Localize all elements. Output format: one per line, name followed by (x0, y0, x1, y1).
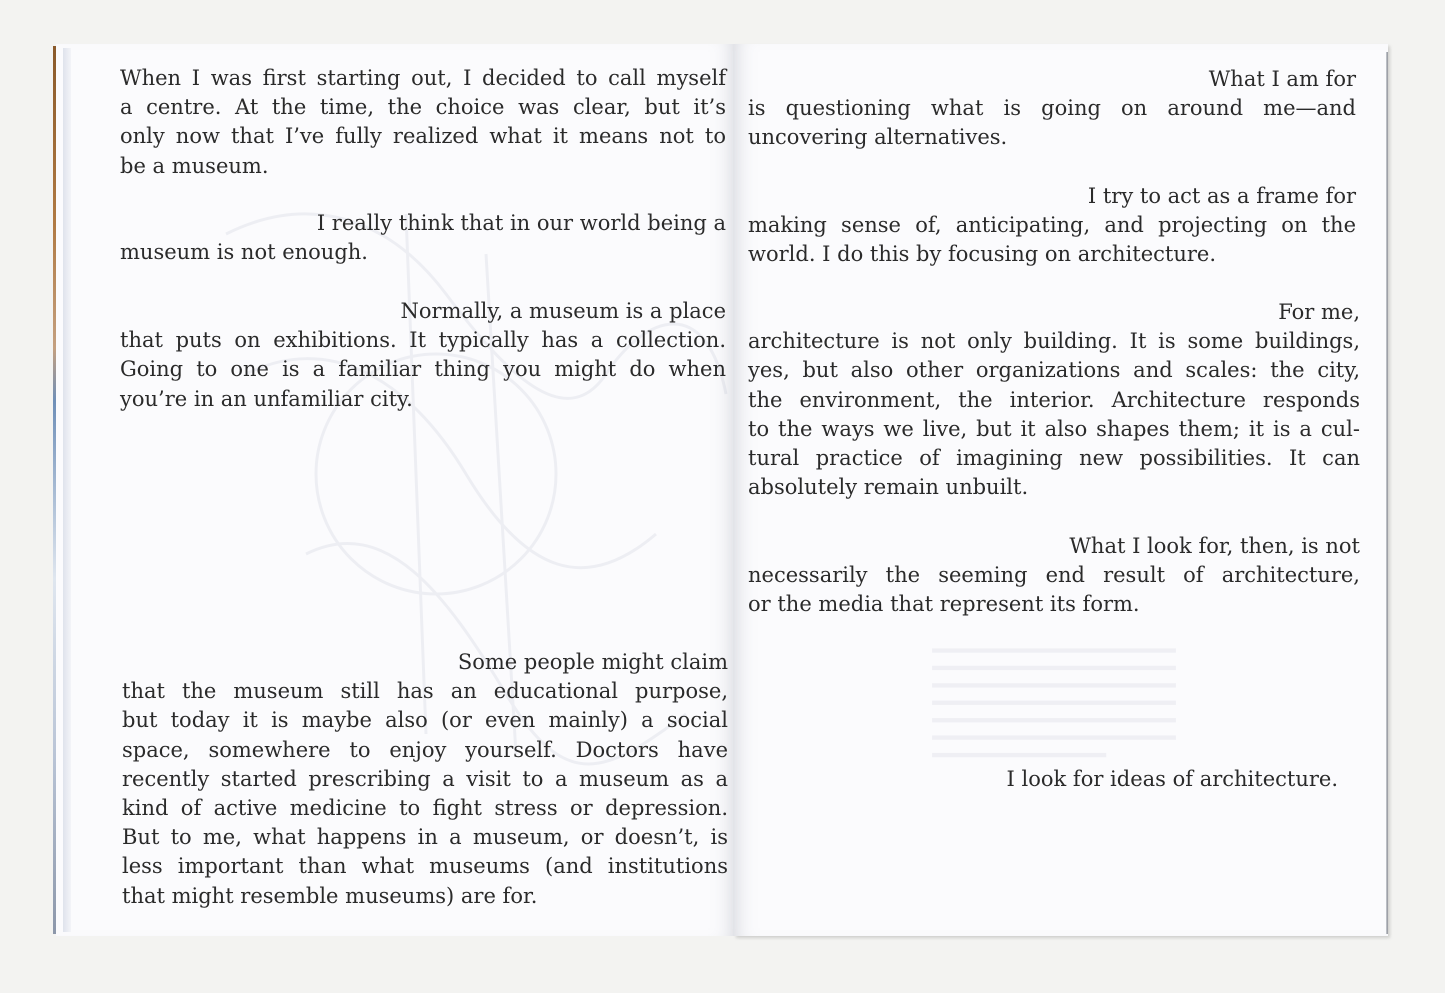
text-line: architecture is not only building. It is some buildings, (748, 329, 1360, 354)
text-line: the environment, the interior. Architecture responds (748, 387, 1360, 412)
text-line: tural practice of imagining new possibilities. It can (748, 446, 1360, 471)
paragraph-1 (120, 64, 726, 181)
left-page (56, 44, 734, 936)
text-line: making sense of, anticipating, and projecting on the (748, 213, 1356, 238)
page-edge-strip (63, 48, 71, 932)
text-line: a centre. At the time, the choice was clear, but it’s (120, 95, 726, 120)
text-line: What I look for, then, is not (1069, 534, 1360, 558)
text-line: Normally, a museum is a place (400, 299, 726, 323)
text-line: necessarily the seeming end result of architecture, (748, 563, 1360, 588)
text-line: yes, but also other organizations and scales: the city, (748, 358, 1360, 383)
paragraph-4 (122, 648, 728, 911)
text-line: recently started prescribing a visit to a museum as a (122, 766, 728, 791)
text-line: you’re in an unfamiliar city. (120, 386, 413, 411)
text-line: absolutely remain unbuilt. (748, 475, 1029, 500)
text-line: I look for ideas of architecture. (1006, 767, 1338, 791)
text-line: uncovering alternatives. (748, 125, 1008, 150)
text-line: or the media that represent its form. (748, 592, 1140, 617)
paragraph-7 (748, 298, 1360, 502)
text-line: I try to act as a frame for (1087, 184, 1356, 208)
text-line: world. I do this by focusing on architecture. (748, 242, 1216, 267)
text-line: For me, (1278, 300, 1360, 324)
right-page (734, 44, 1388, 936)
paragraph-6 (748, 182, 1356, 270)
text-line: less important than what museums (and institutions (122, 854, 728, 879)
text-line: museum is not enough. (120, 240, 368, 265)
text-line: that might resemble museums) are for. (122, 883, 538, 908)
text-line: Going to one is a familiar thing you might do when (120, 357, 726, 382)
text-line: but today it is maybe also (or even mainly) a social (122, 708, 728, 733)
paragraph-9 (748, 765, 1338, 794)
text-line: that puts on exhibitions. It typically has a collection. (120, 328, 726, 353)
text-line: What I am for (1208, 67, 1356, 91)
book-spread (56, 44, 1390, 936)
text-line: When I was first starting out, I decided to call myself (120, 66, 726, 90)
paragraph-3 (120, 297, 726, 414)
paragraph-8 (748, 532, 1360, 620)
paragraph-2 (120, 209, 726, 267)
text-line: to the ways we live, but it also shapes them; it is a cul- (748, 416, 1360, 441)
text-line: that the museum still has an educational purpose, (122, 679, 728, 704)
text-line: kind of active medicine to fight stress or depression. (122, 796, 728, 821)
text-line: Some people might claim (457, 650, 728, 674)
text-line: only now that I’ve fully realized what it means not to (120, 124, 726, 149)
text-line: is questioning what is going on around me—and (748, 96, 1356, 121)
text-line: be a museum. (120, 153, 269, 178)
text-line: space, somewhere to enjoy yourself. Doctors have (122, 737, 728, 762)
text-line: But to me, what happens in a museum, or doesn’t, is (122, 825, 728, 850)
paragraph-5 (748, 65, 1356, 153)
page-edge-right (1386, 52, 1388, 934)
text-line: I really think that in our world being a (316, 211, 726, 235)
